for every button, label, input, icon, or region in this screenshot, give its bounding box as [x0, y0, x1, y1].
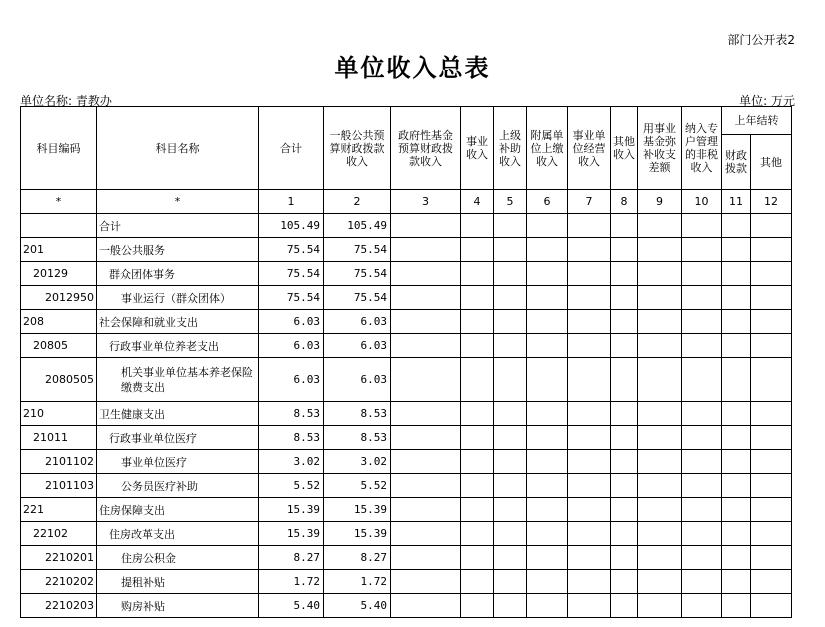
- index-cell: 4: [461, 190, 494, 214]
- cell-empty: [682, 238, 722, 262]
- cell-empty: [682, 426, 722, 450]
- index-cell: 6: [527, 190, 568, 214]
- cell-name: 合计: [97, 214, 259, 238]
- cell-name: 提租补贴: [97, 570, 259, 594]
- cell-empty: [638, 450, 682, 474]
- cell-empty: [461, 214, 494, 238]
- cell-empty: [494, 358, 527, 402]
- cell-empty: [682, 310, 722, 334]
- header-business-income: 事业收入: [461, 107, 494, 190]
- cell-total: 8.27: [259, 546, 324, 570]
- cell-code: 2101103: [21, 474, 97, 498]
- cell-empty: [751, 214, 792, 238]
- cell-empty: [638, 286, 682, 310]
- cell-name: 行政事业单位医疗: [97, 426, 259, 450]
- cell-empty: [568, 546, 611, 570]
- cell-code: 20805: [21, 334, 97, 358]
- cell-empty: [611, 334, 638, 358]
- cell-empty: [682, 214, 722, 238]
- cell-total: 6.03: [259, 358, 324, 402]
- cell-empty: [611, 474, 638, 498]
- cell-empty: [494, 450, 527, 474]
- cell-code: 2012950: [21, 286, 97, 310]
- cell-empty: [527, 546, 568, 570]
- cell-empty: [391, 426, 461, 450]
- header-general-budget: 一般公共预算财政拨款收入: [324, 107, 391, 190]
- cell-empty: [722, 498, 751, 522]
- cell-code: 2210203: [21, 594, 97, 618]
- cell-total: 6.03: [259, 310, 324, 334]
- header-prev-carryover: 上年结转: [722, 107, 792, 135]
- cell-general-budget: 5.40: [324, 594, 391, 618]
- cell-empty: [611, 546, 638, 570]
- cell-empty: [494, 594, 527, 618]
- cell-empty: [568, 358, 611, 402]
- cell-empty: [391, 238, 461, 262]
- cell-empty: [391, 522, 461, 546]
- cell-empty: [611, 402, 638, 426]
- cell-total: 75.54: [259, 286, 324, 310]
- cell-empty: [568, 310, 611, 334]
- cell-empty: [461, 522, 494, 546]
- cell-empty: [568, 522, 611, 546]
- cell-empty: [722, 262, 751, 286]
- cell-empty: [461, 426, 494, 450]
- cell-general-budget: 15.39: [324, 498, 391, 522]
- cell-empty: [751, 358, 792, 402]
- cell-total: 75.54: [259, 262, 324, 286]
- cell-empty: [682, 334, 722, 358]
- table-row: [21, 498, 792, 522]
- cell-name: 住房公积金: [97, 546, 259, 570]
- cell-empty: [568, 594, 611, 618]
- cell-empty: [494, 310, 527, 334]
- cell-empty: [568, 498, 611, 522]
- cell-empty: [751, 498, 792, 522]
- cell-empty: [682, 402, 722, 426]
- cell-empty: [722, 358, 751, 402]
- cell-empty: [391, 450, 461, 474]
- cell-total: 6.03: [259, 334, 324, 358]
- cell-empty: [461, 238, 494, 262]
- cell-empty: [638, 358, 682, 402]
- cell-empty: [527, 310, 568, 334]
- cell-empty: [682, 498, 722, 522]
- income-table: [20, 106, 792, 618]
- table-row: [21, 238, 792, 262]
- cell-empty: [722, 310, 751, 334]
- cell-empty: [638, 310, 682, 334]
- cell-empty: [611, 522, 638, 546]
- index-cell: 1: [259, 190, 324, 214]
- index-cell: 9: [638, 190, 682, 214]
- cell-empty: [494, 402, 527, 426]
- cell-empty: [638, 238, 682, 262]
- index-cell: 10: [682, 190, 722, 214]
- cell-general-budget: 8.53: [324, 426, 391, 450]
- table-row: [21, 522, 792, 546]
- table-row: [21, 426, 792, 450]
- cell-empty: [461, 570, 494, 594]
- cell-code: 2080505: [21, 358, 97, 402]
- header-code: 科目编码: [21, 107, 97, 190]
- cell-empty: [494, 426, 527, 450]
- cell-empty: [568, 474, 611, 498]
- cell-general-budget: 75.54: [324, 262, 391, 286]
- cell-name: 行政事业单位养老支出: [97, 334, 259, 358]
- cell-empty: [611, 262, 638, 286]
- table-row: [21, 310, 792, 334]
- cell-name: 一般公共服务: [97, 238, 259, 262]
- table-row: [21, 450, 792, 474]
- cell-empty: [722, 450, 751, 474]
- header-fiscal-allocation: 财政拨款: [722, 135, 751, 190]
- index-cell: 12: [751, 190, 792, 214]
- cell-empty: [391, 358, 461, 402]
- cell-empty: [751, 262, 792, 286]
- cell-total: 3.02: [259, 450, 324, 474]
- unit-label: 单位: 万元: [739, 94, 795, 108]
- cell-empty: [722, 546, 751, 570]
- cell-empty: [527, 570, 568, 594]
- cell-empty: [461, 474, 494, 498]
- cell-empty: [682, 546, 722, 570]
- cell-empty: [494, 498, 527, 522]
- cell-empty: [751, 474, 792, 498]
- cell-total: 5.52: [259, 474, 324, 498]
- header-other-income: 其他收入: [611, 107, 638, 190]
- cell-empty: [682, 594, 722, 618]
- cell-empty: [568, 238, 611, 262]
- cell-empty: [391, 334, 461, 358]
- cell-empty: [751, 286, 792, 310]
- cell-empty: [568, 450, 611, 474]
- cell-empty: [638, 498, 682, 522]
- cell-empty: [611, 286, 638, 310]
- index-cell: *: [97, 190, 259, 214]
- cell-general-budget: 75.54: [324, 238, 391, 262]
- cell-general-budget: 8.27: [324, 546, 391, 570]
- header-business-fund: 用事业基金弥补收支差额: [638, 107, 682, 190]
- cell-empty: [527, 358, 568, 402]
- cell-empty: [527, 214, 568, 238]
- table-row: [21, 358, 792, 402]
- table-row: [21, 570, 792, 594]
- cell-empty: [722, 570, 751, 594]
- cell-name: 住房保障支出: [97, 498, 259, 522]
- cell-total: 5.40: [259, 594, 324, 618]
- cell-empty: [391, 498, 461, 522]
- cell-empty: [751, 546, 792, 570]
- unit-name: 单位名称: 青教办: [20, 94, 112, 108]
- cell-empty: [682, 358, 722, 402]
- cell-empty: [611, 570, 638, 594]
- cell-empty: [391, 310, 461, 334]
- cell-empty: [751, 310, 792, 334]
- cell-empty: [611, 450, 638, 474]
- header-non-tax: 纳入专户管理的非税收入: [682, 107, 722, 190]
- cell-empty: [494, 214, 527, 238]
- table-row: [21, 594, 792, 618]
- cell-empty: [527, 474, 568, 498]
- cell-general-budget: 3.02: [324, 450, 391, 474]
- cell-empty: [527, 450, 568, 474]
- cell-name: 公务员医疗补助: [97, 474, 259, 498]
- cell-name: 社会保障和就业支出: [97, 310, 259, 334]
- cell-empty: [391, 594, 461, 618]
- index-cell: 5: [494, 190, 527, 214]
- cell-empty: [722, 426, 751, 450]
- cell-empty: [751, 594, 792, 618]
- cell-empty: [611, 214, 638, 238]
- index-cell: *: [21, 190, 97, 214]
- cell-code: 208: [21, 310, 97, 334]
- cell-empty: [494, 334, 527, 358]
- cell-empty: [682, 474, 722, 498]
- cell-empty: [722, 402, 751, 426]
- cell-general-budget: 105.49: [324, 214, 391, 238]
- cell-empty: [682, 522, 722, 546]
- cell-empty: [494, 522, 527, 546]
- cell-general-budget: 1.72: [324, 570, 391, 594]
- cell-general-budget: 8.53: [324, 402, 391, 426]
- header-superior-subsidy: 上级补助收入: [494, 107, 527, 190]
- cell-empty: [461, 546, 494, 570]
- cell-name: 群众团体事务: [97, 262, 259, 286]
- header-other: 其他: [751, 135, 792, 190]
- cell-empty: [527, 522, 568, 546]
- cell-empty: [722, 474, 751, 498]
- cell-empty: [568, 262, 611, 286]
- cell-name: 卫生健康支出: [97, 402, 259, 426]
- table-row: [21, 214, 792, 238]
- cell-empty: [611, 426, 638, 450]
- cell-empty: [638, 426, 682, 450]
- cell-empty: [527, 498, 568, 522]
- cell-name: 事业单位医疗: [97, 450, 259, 474]
- cell-empty: [391, 570, 461, 594]
- cell-empty: [722, 594, 751, 618]
- cell-empty: [391, 262, 461, 286]
- cell-empty: [461, 262, 494, 286]
- table-row: [21, 402, 792, 426]
- cell-empty: [638, 546, 682, 570]
- cell-code: 2210202: [21, 570, 97, 594]
- cell-general-budget: 6.03: [324, 334, 391, 358]
- cell-general-budget: 6.03: [324, 358, 391, 402]
- cell-empty: [722, 522, 751, 546]
- cell-empty: [638, 522, 682, 546]
- cell-empty: [391, 546, 461, 570]
- cell-name: 机关事业单位基本养老保险缴费支出: [97, 358, 259, 402]
- cell-empty: [682, 450, 722, 474]
- cell-empty: [461, 310, 494, 334]
- cell-empty: [638, 214, 682, 238]
- cell-empty: [611, 358, 638, 402]
- cell-name: 购房补贴: [97, 594, 259, 618]
- cell-empty: [638, 402, 682, 426]
- form-number: 部门公开表2: [727, 33, 795, 47]
- cell-empty: [611, 310, 638, 334]
- cell-empty: [568, 402, 611, 426]
- cell-empty: [461, 334, 494, 358]
- cell-empty: [527, 262, 568, 286]
- table-row: [21, 546, 792, 570]
- cell-empty: [682, 262, 722, 286]
- table-row: [21, 334, 792, 358]
- index-cell: 7: [568, 190, 611, 214]
- cell-empty: [638, 474, 682, 498]
- cell-empty: [611, 498, 638, 522]
- cell-empty: [568, 214, 611, 238]
- cell-code: 201: [21, 238, 97, 262]
- cell-name: 住房改革支出: [97, 522, 259, 546]
- cell-empty: [638, 262, 682, 286]
- cell-empty: [391, 214, 461, 238]
- page-title: 单位收入总表: [334, 54, 491, 82]
- cell-empty: [461, 498, 494, 522]
- index-cell: 3: [391, 190, 461, 214]
- cell-empty: [722, 334, 751, 358]
- cell-code: 22102: [21, 522, 97, 546]
- cell-total: 15.39: [259, 522, 324, 546]
- cell-code: 210: [21, 402, 97, 426]
- cell-empty: [494, 546, 527, 570]
- cell-empty: [391, 402, 461, 426]
- cell-empty: [568, 286, 611, 310]
- cell-code: 2210201: [21, 546, 97, 570]
- cell-code: 21011: [21, 426, 97, 450]
- header-name: 科目名称: [97, 107, 259, 190]
- index-cell: 11: [722, 190, 751, 214]
- cell-empty: [527, 238, 568, 262]
- cell-empty: [611, 594, 638, 618]
- table-row: [21, 262, 792, 286]
- index-cell: 8: [611, 190, 638, 214]
- cell-total: 75.54: [259, 238, 324, 262]
- cell-general-budget: 75.54: [324, 286, 391, 310]
- cell-empty: [391, 286, 461, 310]
- cell-code: 221: [21, 498, 97, 522]
- cell-empty: [527, 594, 568, 618]
- cell-general-budget: 5.52: [324, 474, 391, 498]
- cell-empty: [682, 286, 722, 310]
- cell-code: 2101102: [21, 450, 97, 474]
- cell-empty: [638, 594, 682, 618]
- header-total: 合计: [259, 107, 324, 190]
- table-row: [21, 286, 792, 310]
- table-row: [21, 474, 792, 498]
- cell-empty: [461, 358, 494, 402]
- cell-total: 105.49: [259, 214, 324, 238]
- cell-empty: [494, 286, 527, 310]
- cell-empty: [568, 426, 611, 450]
- cell-empty: [751, 570, 792, 594]
- cell-empty: [391, 474, 461, 498]
- cell-empty: [568, 334, 611, 358]
- cell-empty: [638, 570, 682, 594]
- cell-empty: [461, 450, 494, 474]
- cell-empty: [751, 426, 792, 450]
- cell-empty: [527, 426, 568, 450]
- cell-empty: [494, 570, 527, 594]
- cell-total: 1.72: [259, 570, 324, 594]
- cell-empty: [494, 474, 527, 498]
- cell-empty: [722, 286, 751, 310]
- cell-empty: [682, 570, 722, 594]
- cell-empty: [494, 262, 527, 286]
- index-cell: 2: [324, 190, 391, 214]
- cell-empty: [751, 402, 792, 426]
- cell-total: 15.39: [259, 498, 324, 522]
- cell-empty: [722, 238, 751, 262]
- cell-general-budget: 6.03: [324, 310, 391, 334]
- cell-empty: [751, 238, 792, 262]
- cell-empty: [751, 334, 792, 358]
- cell-empty: [461, 402, 494, 426]
- cell-empty: [611, 238, 638, 262]
- cell-general-budget: 15.39: [324, 522, 391, 546]
- header-gov-fund: 政府性基金预算财政拨款收入: [391, 107, 461, 190]
- cell-code: 20129: [21, 262, 97, 286]
- header-affiliated-unit: 附属单位上缴收入: [527, 107, 568, 190]
- cell-empty: [461, 286, 494, 310]
- cell-empty: [461, 594, 494, 618]
- cell-empty: [722, 214, 751, 238]
- header-operating-income: 事业单位经营收入: [568, 107, 611, 190]
- cell-name: 事业运行（群众团体）: [97, 286, 259, 310]
- cell-total: 8.53: [259, 426, 324, 450]
- cell-total: 8.53: [259, 402, 324, 426]
- cell-code: [21, 214, 97, 238]
- cell-empty: [751, 522, 792, 546]
- cell-empty: [527, 402, 568, 426]
- table-body: [21, 214, 792, 618]
- cell-empty: [638, 334, 682, 358]
- cell-empty: [568, 570, 611, 594]
- cell-empty: [527, 334, 568, 358]
- cell-empty: [527, 286, 568, 310]
- cell-empty: [494, 238, 527, 262]
- cell-empty: [751, 450, 792, 474]
